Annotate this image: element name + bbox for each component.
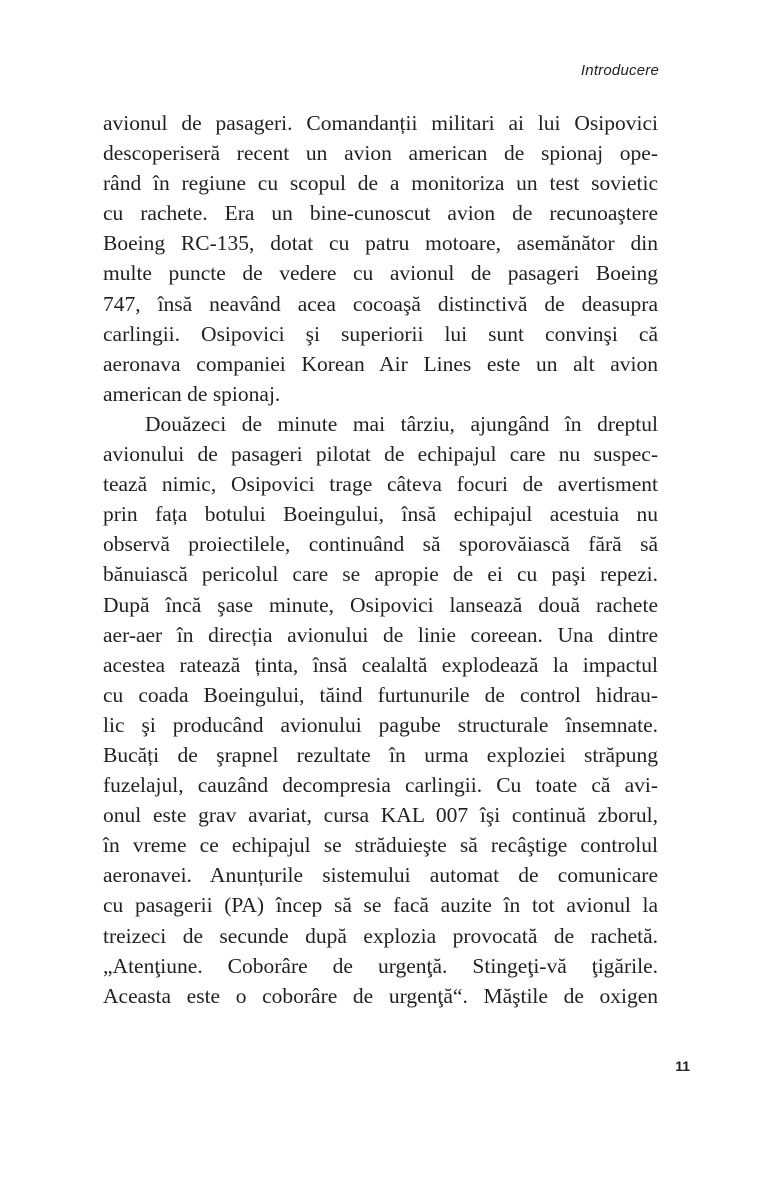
text-line: aeronavei. Anunțurile sistemului automat de comunicare [103, 863, 658, 888]
text-line: cu pasagerii (PA) încep să se facă auzite în tot avionul la [103, 893, 658, 918]
text-line: fuzelajul, cauzând decompresia carlingii. Cu toate că avi- [103, 773, 658, 798]
text-line: „Atenţiune. Coborâre de urgenţă. Stingeţi-vă ţigările. [103, 953, 658, 978]
text-line: tează nimic, Osipovici trage câteva focuri de avertisment [103, 472, 658, 497]
text-line: Boeing RC-135, dotat cu patru motoare, asemănător din [103, 231, 658, 256]
text-line: avionului de pasageri pilotat de echipajul care nu suspec- [103, 442, 658, 467]
text-line: După încă şase minute, Osipovici lansează două rachete [103, 592, 658, 617]
text-line: în vreme ce echipajul se străduieşte să recâştige controlul [103, 833, 658, 858]
text-line: prin fața botului Boeingului, însă echipajul acestuia nu [103, 502, 658, 527]
text-line: descoperiseră recent un avion american de spionaj ope- [103, 141, 658, 166]
text-line: 747, însă neavând acea cocoaşă distinctivă de deasupra [103, 291, 658, 316]
text-line: lic şi producând avionului pagube structurale însemnate. [103, 712, 658, 737]
running-header: Introducere [580, 62, 659, 79]
text-line: carlingii. Osipovici şi superiorii lui sunt convinşi că [103, 321, 658, 346]
text-line: treizeci de secunde după explozia provocată de rachetă. [103, 923, 658, 948]
paragraph-1 [103, 108, 658, 409]
page-number: 11 [675, 1058, 690, 1074]
text-line: Aceasta este o coborâre de urgenţă“. Măştile de oxigen [103, 983, 658, 1008]
text-line: avionul de pasageri. Comandanții militari ai lui Osipovici [103, 111, 658, 135]
text-line: aer-aer în direcția avionului de linie coreean. Una dintre [103, 622, 658, 647]
body-text [103, 108, 658, 1011]
text-line: cu coada Boeingului, tăind furtunurile de control hidrau- [103, 682, 658, 707]
text-line: cu rachete. Era un bine-cunoscut avion de recunoaştere [103, 201, 658, 226]
text-line: Douăzeci de minute mai târziu, ajungând în dreptul [145, 411, 658, 436]
text-line: multe puncte de vedere cu avionul de pasageri Boeing [103, 261, 658, 286]
text-line: acestea ratează ținta, însă cealaltă explodează la impactul [103, 652, 658, 677]
text-line: american de spionaj. [103, 381, 281, 406]
text-line: aeronava companiei Korean Air Lines este un alt avion [103, 351, 658, 376]
text-line: Bucăți de şrapnel rezultate în urma exploziei străpung [103, 742, 658, 767]
text-line: bănuiască pericolul care se apropie de ei cu paşi repezi. [103, 562, 658, 587]
text-line: rând în regiune cu scopul de a monitoriza un test sovietic [103, 171, 658, 196]
text-line: onul este grav avariat, cursa KAL 007 îşi continuă zborul, [103, 803, 658, 828]
paragraph-2 [103, 409, 658, 1011]
text-line: observă proiectilele, continuând să sporovăiască fără să [103, 532, 658, 557]
